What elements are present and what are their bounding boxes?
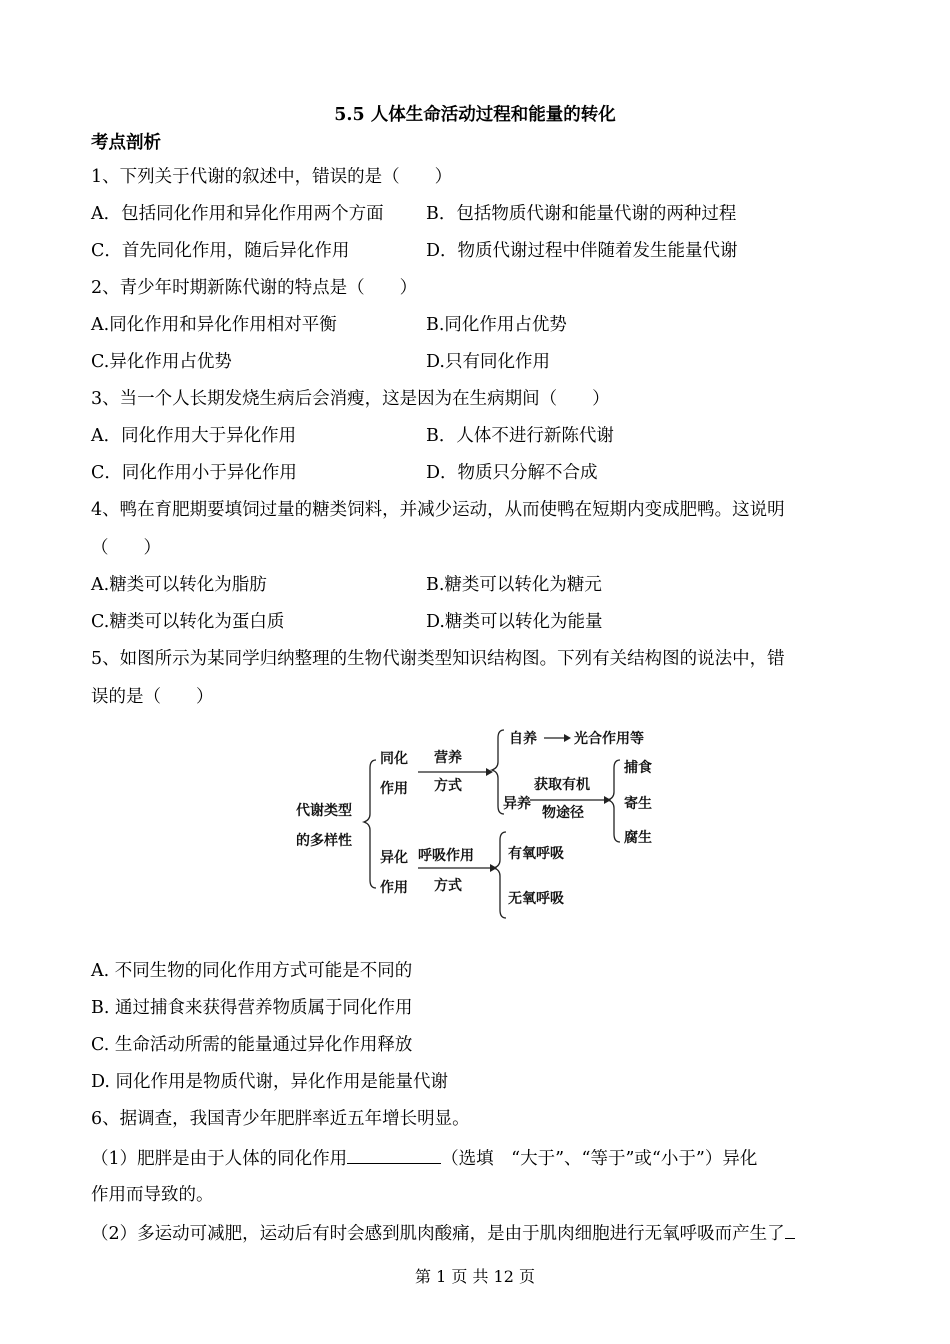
q6-stem: 6、据调查，我国青少年肥胖率近五年增长明显。 (91, 1109, 470, 1129)
metabolism-diagram (290, 722, 670, 927)
page-title: 5.5 人体生命活动过程和能量的转化 (334, 105, 616, 125)
q6-answer-blank-1[interactable] (347, 1145, 441, 1164)
diagram-predation: 捕食 (624, 760, 652, 776)
q5-option-d: D. 同化作用是物质代谢，异化作用是能量代谢 (91, 1072, 449, 1092)
q2-stem: 2、青少年时期新陈代谢的特点是（ ） (91, 278, 418, 298)
q2-option-b: B.同化作用占优势 (426, 315, 567, 335)
q1-option-b: B．包括物质代谢和能量代谢的两种过程 (426, 204, 737, 224)
q6-part1-text-b: （选填 “大于”、“等于”或“小于”）异化 (441, 1149, 758, 1169)
diagram-saprophytism: 腐生 (624, 830, 652, 846)
q5-option-b: B. 通过捕食来获得营养物质属于同化作用 (91, 998, 413, 1018)
q5-stem-cont: 误的是（ ） (91, 687, 214, 707)
diagram-photosynthesis: 光合作用等 (574, 731, 644, 747)
q6-part2-text: （2）多运动可减肥，运动后有时会感到肌肉酸痛，是由于肌肉细胞进行无氧呼吸而产生了 (91, 1224, 785, 1244)
q4-stem: 4、鸭在育肥期要填饲过量的糖类饲料，并减少运动，从而使鸭在短期内变成肥鸭。这说明 (91, 500, 785, 520)
q5-option-c: C. 生命活动所需的能量通过异化作用释放 (91, 1035, 413, 1055)
diagram-respiration-line1: 呼吸作用 (418, 848, 474, 864)
diagram-path-line1: 获取有机 (534, 777, 590, 793)
q4-option-d: D.糖类可以转化为能量 (426, 612, 603, 632)
q3-stem: 3、当一个人长期发烧生病后会消瘦，这是因为在生病期间（ ） (91, 389, 610, 409)
q6-part1-text-a: （1）肥胖是由于人体的同化作用 (91, 1149, 348, 1169)
diagram-nutrition-line2: 方式 (434, 778, 462, 794)
diagram-root-line1: 代谢类型 (296, 803, 352, 819)
section-heading: 考点剖析 (91, 133, 161, 153)
q1-option-c: C．首先同化作用，随后异化作用 (91, 241, 350, 261)
q2-option-c: C.异化作用占优势 (91, 352, 232, 372)
diagram-heterotroph: 异养 (503, 796, 531, 812)
q4-stem-cont: （ ） (91, 538, 161, 558)
diagram-dissimilation-line2: 作用 (380, 880, 408, 896)
diagram-assimilation-line2: 作用 (380, 781, 408, 797)
q3-option-a: A．同化作用大于异化作用 (91, 426, 297, 446)
q1-option-a: A．包括同化作用和异化作用两个方面 (91, 204, 384, 224)
q5-stem: 5、如图所示为某同学归纳整理的生物代谢类型知识结构图。下列有关结构图的说法中，错 (91, 649, 785, 669)
diagram-autotroph: 自养 (509, 731, 537, 747)
q3-option-b: B．人体不进行新陈代谢 (426, 426, 614, 446)
diagram-parasitism: 寄生 (624, 796, 652, 812)
q3-option-c: C．同化作用小于异化作用 (91, 463, 297, 483)
diagram-anaerobic: 无氧呼吸 (508, 891, 564, 907)
q2-option-a: A.同化作用和异化作用相对平衡 (91, 315, 337, 335)
page-footer: 第 1 页 共 12 页 (415, 1267, 535, 1286)
q4-option-b: B.糖类可以转化为糖元 (426, 575, 602, 595)
diagram-root-line2: 的多样性 (296, 833, 352, 849)
diagram-nutrition-line1: 营养 (434, 750, 462, 766)
diagram-respiration-line2: 方式 (434, 878, 462, 894)
q5-option-a: A. 不同生物的同化作用方式可能是不同的 (91, 961, 413, 981)
q4-option-c: C.糖类可以转化为蛋白质 (91, 612, 285, 632)
diagram-aerobic: 有氧呼吸 (508, 846, 564, 862)
q6-answer-blank-2[interactable] (785, 1220, 795, 1239)
q3-option-d: D．物质只分解不合成 (426, 463, 598, 483)
q1-option-d: D．物质代谢过程中伴随着发生能量代谢 (426, 241, 738, 261)
diagram-path-line2: 物途径 (542, 805, 584, 821)
q6-part2 (91, 1220, 795, 1246)
q1-stem: 1、下列关于代谢的叙述中，错误的是（ ） (91, 167, 453, 187)
q6-part1-cont: 作用而导致的。 (91, 1185, 214, 1205)
diagram-assimilation-line1: 同化 (380, 751, 408, 767)
q2-option-d: D.只有同化作用 (426, 352, 550, 372)
diagram-dissimilation-line1: 异化 (380, 850, 408, 866)
q6-part1 (91, 1145, 757, 1171)
q4-option-a: A.糖类可以转化为脂肪 (91, 575, 267, 595)
